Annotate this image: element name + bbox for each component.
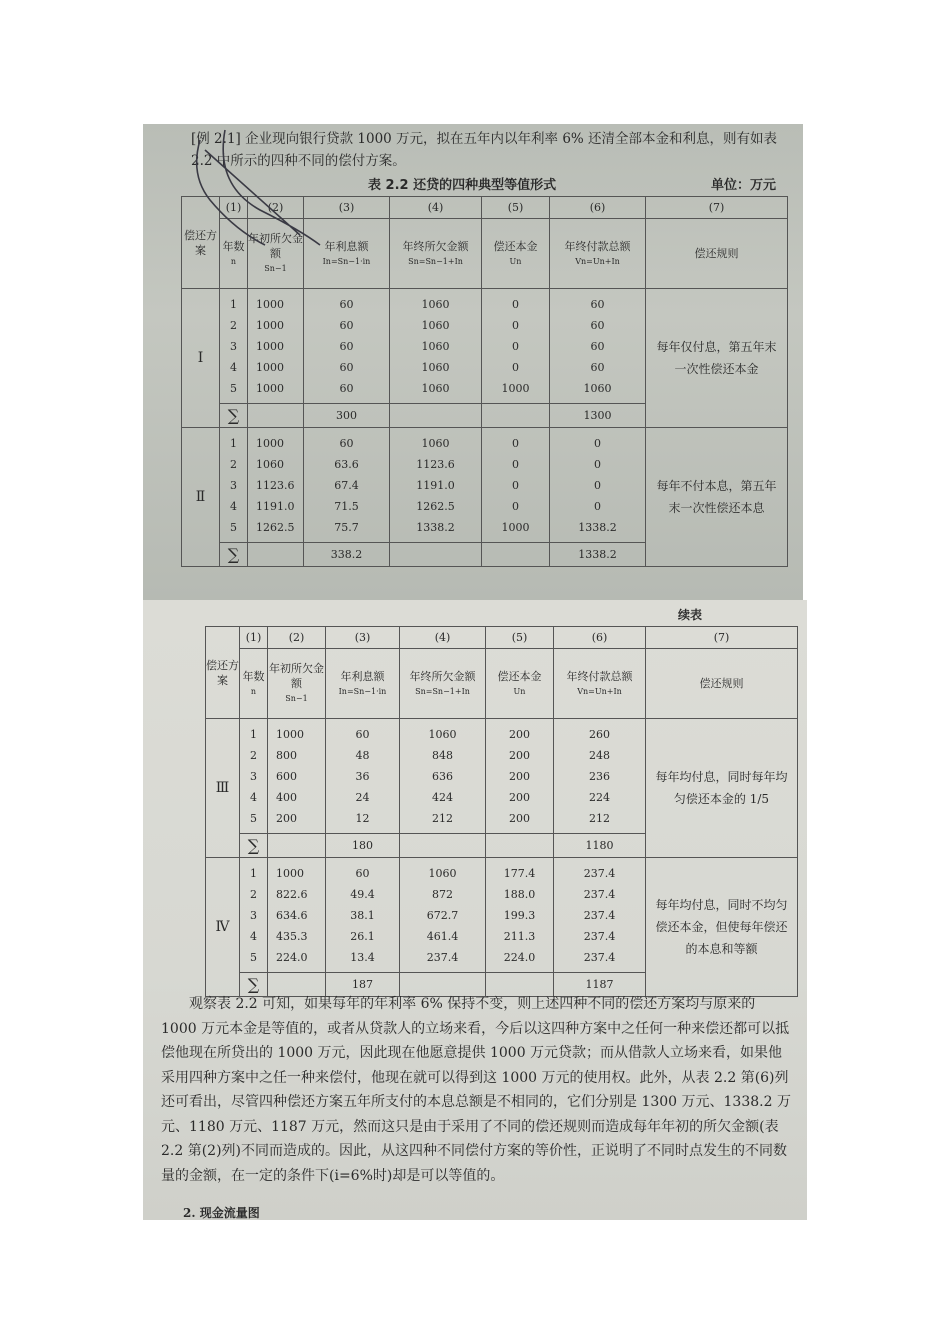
cell-value: 5 (230, 381, 237, 395)
cell-value: 0 (512, 436, 519, 450)
cell-value: 400 (276, 790, 297, 804)
cell-value: 800 (276, 748, 297, 762)
cell-value: 1 (230, 297, 237, 311)
cell-value: 1338.2 (578, 520, 617, 534)
cell-value: 26.1 (350, 929, 375, 943)
repayment-rule: 每年不付本息，第五年末一次性偿还本息 (646, 428, 788, 567)
cell-value: 3 (250, 769, 257, 783)
cell-value: 1 (250, 866, 257, 880)
cell-value: 461.4 (426, 929, 459, 943)
cell-value: 63.6 (334, 457, 359, 471)
col-num-4b: (4) (400, 627, 486, 649)
col-num-6: (6) (550, 197, 646, 219)
start-balance-column (268, 858, 326, 973)
cell-value: 435.3 (276, 929, 308, 943)
end-balance-column (390, 428, 482, 543)
sum-empty (482, 543, 550, 567)
cell-value: 60 (339, 297, 354, 311)
col-head-5b: 偿还本金 Un (486, 649, 554, 719)
cell-value: 1060 (583, 381, 612, 395)
cell-value: 211.3 (503, 929, 536, 943)
cell-value: 0 (594, 478, 601, 492)
cell-value: 60 (590, 360, 605, 374)
cell-value: 200 (509, 811, 530, 825)
scheme-header: 偿还方案 (182, 197, 220, 289)
interest-column (326, 858, 400, 973)
col-head-5: 偿还本金 Un (482, 219, 550, 289)
cell-value: 1000 (501, 381, 530, 395)
sum-empty (248, 404, 304, 428)
next-section-heading: 2. 现金流量图 (183, 1206, 260, 1220)
example-intro (191, 128, 791, 172)
payment-column (550, 289, 646, 404)
years-column (220, 289, 248, 404)
cell-value: 5 (250, 811, 257, 825)
sum-interest: 187 (326, 973, 400, 997)
cell-value: 0 (512, 478, 519, 492)
cell-value: 177.4 (503, 866, 536, 880)
cell-value: 1060 (428, 727, 457, 741)
sum-empty (482, 404, 550, 428)
sum-empty (390, 543, 482, 567)
cell-value: 1262.5 (416, 499, 455, 513)
repayment-table-part2 (205, 626, 798, 997)
cell-value: 60 (339, 360, 354, 374)
principal-column (482, 289, 550, 404)
example-text: 企业现向银行贷款 1000 万元，拟在五年内以年利率 6% 还清全部本金和利息，则有如表 2.2 中所示的四种不同的偿付方案。 (191, 131, 778, 169)
col-num-5: (5) (482, 197, 550, 219)
cell-value: 67.4 (334, 478, 359, 492)
cell-value: 600 (276, 769, 297, 783)
sum-interest: 300 (304, 404, 390, 428)
cell-value: 1000 (276, 727, 304, 741)
col-num-7: (7) (646, 197, 788, 219)
cell-value: 2 (230, 318, 237, 332)
scheme-block (182, 428, 788, 567)
cell-value: 1060 (421, 381, 450, 395)
cell-value: 2 (230, 457, 237, 471)
cell-value: 0 (512, 318, 519, 332)
cell-value: 1060 (421, 360, 450, 374)
scheme-name: Ⅲ (206, 719, 240, 858)
col-num-3b: (3) (326, 627, 400, 649)
cell-value: 224 (589, 790, 610, 804)
interest-column (304, 428, 390, 543)
cell-value: 236 (589, 769, 610, 783)
cell-value: 60 (339, 339, 354, 353)
principal-column (486, 858, 554, 973)
sum-empty (400, 834, 486, 858)
sum-empty (248, 543, 304, 567)
cell-value: 0 (594, 499, 601, 513)
cell-value: 872 (432, 887, 453, 901)
sum-payment: 1338.2 (550, 543, 646, 567)
cell-value: 212 (589, 811, 610, 825)
cell-value: 1060 (256, 457, 284, 471)
sum-payment: 1300 (550, 404, 646, 428)
cell-value: 1 (250, 727, 257, 741)
col-head-6b: 年终付款总额 Vn=Un+In (554, 649, 646, 719)
payment-column (554, 719, 646, 834)
cell-value: 1262.5 (256, 520, 295, 534)
cell-value: 3 (250, 908, 257, 922)
cell-value: 60 (355, 727, 370, 741)
cell-value: 60 (590, 297, 605, 311)
cell-value: 4 (230, 360, 237, 374)
cell-value: 634.6 (276, 908, 308, 922)
cell-value: 1191.0 (416, 478, 455, 492)
interest-column (304, 289, 390, 404)
cell-value: 1000 (256, 318, 284, 332)
cell-value: 1000 (501, 520, 530, 534)
col-num-1: (1) (220, 197, 248, 219)
col-num-1b: (1) (240, 627, 268, 649)
cell-value: 60 (590, 318, 605, 332)
cell-value: 60 (339, 436, 354, 450)
cell-value: 1191.0 (256, 499, 295, 513)
cell-value: 0 (512, 499, 519, 513)
sum-symbol: ∑ (220, 543, 248, 567)
payment-column (550, 428, 646, 543)
cell-value: 71.5 (334, 499, 359, 513)
col-head-3: 年利息额 In=Sn−1·in (304, 219, 390, 289)
cell-value: 0 (512, 457, 519, 471)
cell-value: 224.0 (503, 950, 536, 964)
cell-value: 1000 (256, 436, 284, 450)
cell-value: 13.4 (350, 950, 375, 964)
cell-value: 248 (589, 748, 610, 762)
cell-value: 1123.6 (256, 478, 295, 492)
col-num-4: (4) (390, 197, 482, 219)
col-num-3: (3) (304, 197, 390, 219)
cell-value: 1123.6 (416, 457, 455, 471)
repayment-table-part1 (181, 196, 788, 567)
cell-value: 237.4 (426, 950, 459, 964)
cell-value: 60 (355, 866, 370, 880)
sum-empty (268, 834, 326, 858)
cell-value: 200 (509, 748, 530, 762)
table-title: 表 2.2 还贷的四种典型等值形式 (368, 178, 557, 193)
cell-value: 237.4 (583, 908, 616, 922)
cell-value: 237.4 (583, 950, 616, 964)
start-balance-column (268, 719, 326, 834)
cell-value: 5 (230, 520, 237, 534)
cell-value: 260 (589, 727, 610, 741)
cell-value: 0 (512, 360, 519, 374)
cell-value: 848 (432, 748, 453, 762)
cell-value: 38.1 (350, 908, 375, 922)
cell-value: 636 (432, 769, 453, 783)
col-num-5b: (5) (486, 627, 554, 649)
scheme-name: Ⅱ (182, 428, 220, 567)
cell-value: 1000 (256, 381, 284, 395)
sum-interest: 180 (326, 834, 400, 858)
body-paragraph: 观察表 2.2 可知，如果每年的年利率 6% 保持不变，则上述四种不同的偿还方案均与原来的 1000 万元本金是等值的，或者从贷款人的立场来看，今后以这四种方案中之任何一种来偿还都可以抵偿他现在所贷出的 1000 万元，因此现在他愿意提供 1000 万元贷款；而从借款人立场来看，如果他采用四种方案中之任一种来偿付，他现在就可以得到这 1000 万元的使用权。此外，从表 2.2 第(6)列还可看出，尽管四种偿还方案五年所支付的本息总额是不相同的，它们分别是 1300 万元、1338.2 万元、1180 万元、1187 万元，然而这只是由于采用了不同的偿还规则而造成每年年初的所欠金额(表 2.2 第(2)列)不同而造成的。因此，从这四种不同偿付方案的等价性，正说明了不同时点发生的不同数量的金额，在一定的条件下(i=6%时)却是可以等值的。 (161, 996, 791, 1184)
page-photo-bottom (143, 600, 807, 1220)
start-balance-column (248, 428, 304, 543)
cell-value: 1060 (421, 297, 450, 311)
cell-value: 200 (509, 727, 530, 741)
cell-value: 1060 (421, 436, 450, 450)
repayment-rule: 每年均付息，同时每年均匀偿还本金的 1/5 (646, 719, 798, 858)
scheme-name: Ⅰ (182, 289, 220, 428)
col-head-7b: 偿还规则 (646, 649, 798, 719)
col-head-1b: 年数 n (240, 649, 268, 719)
cell-value: 0 (594, 436, 601, 450)
continued-label: 续表 (678, 608, 703, 622)
col-num-2b: (2) (268, 627, 326, 649)
repayment-rule: 每年仅付息，第五年末一次性偿还本金 (646, 289, 788, 428)
col-head-2: 年初所欠金额 Sn−1 (248, 219, 304, 289)
cell-value: 200 (509, 790, 530, 804)
cell-value: 822.6 (276, 887, 308, 901)
cell-value: 0 (512, 297, 519, 311)
cell-value: 424 (432, 790, 453, 804)
cell-value: 5 (250, 950, 257, 964)
sum-empty (390, 404, 482, 428)
cell-value: 3 (230, 478, 237, 492)
payment-column (554, 858, 646, 973)
cell-value: 1 (230, 436, 237, 450)
page-photo-top (143, 124, 803, 602)
cell-value: 75.7 (334, 520, 359, 534)
end-balance-column (400, 719, 486, 834)
col-num-6b: (6) (554, 627, 646, 649)
sum-interest: 338.2 (304, 543, 390, 567)
cell-value: 1060 (428, 866, 457, 880)
col-head-7: 偿还规则 (646, 219, 788, 289)
sum-payment: 1187 (554, 973, 646, 997)
col-head-4b: 年终所欠金额 Sn=Sn−1+In (400, 649, 486, 719)
sum-payment: 1180 (554, 834, 646, 858)
col-num-2: (2) (248, 197, 304, 219)
principal-column (482, 428, 550, 543)
cell-value: 4 (230, 499, 237, 513)
cell-value: 1000 (256, 297, 284, 311)
cell-value: 0 (512, 339, 519, 353)
principal-column (486, 719, 554, 834)
scheme-block (206, 719, 798, 858)
cell-value: 4 (250, 790, 257, 804)
sum-empty (486, 834, 554, 858)
cell-value: 1060 (421, 318, 450, 332)
cell-value: 4 (250, 929, 257, 943)
cell-value: 1338.2 (416, 520, 455, 534)
col-head-4: 年终所欠金额 Sn=Sn−1+In (390, 219, 482, 289)
cell-value: 672.7 (426, 908, 459, 922)
cell-value: 224.0 (276, 950, 308, 964)
sum-symbol: ∑ (240, 973, 268, 997)
scheme-block (206, 858, 798, 997)
sum-symbol: ∑ (220, 404, 248, 428)
col-head-1: 年数 n (220, 219, 248, 289)
cell-value: 60 (590, 339, 605, 353)
start-balance-column (248, 289, 304, 404)
scheme-name: Ⅳ (206, 858, 240, 997)
cell-value: 48 (355, 748, 370, 762)
cell-value: 188.0 (503, 887, 536, 901)
cell-value: 2 (250, 748, 257, 762)
years-column (220, 428, 248, 543)
cell-value: 36 (355, 769, 370, 783)
cell-value: 1000 (256, 339, 284, 353)
years-column (240, 858, 268, 973)
cell-value: 1000 (276, 866, 304, 880)
cell-value: 49.4 (350, 887, 375, 901)
interest-column (326, 719, 400, 834)
cell-value: 200 (509, 769, 530, 783)
cell-value: 1000 (256, 360, 284, 374)
end-balance-column (390, 289, 482, 404)
scheme-block (182, 289, 788, 428)
cell-value: 200 (276, 811, 297, 825)
col-head-6: 年终付款总额 Vn=Un+In (550, 219, 646, 289)
cell-value: 237.4 (583, 887, 616, 901)
end-balance-column (400, 858, 486, 973)
cell-value: 3 (230, 339, 237, 353)
cell-value: 60 (339, 381, 354, 395)
col-num-7b: (7) (646, 627, 798, 649)
cell-value: 212 (432, 811, 453, 825)
col-head-2b: 年初所欠金额 Sn−1 (268, 649, 326, 719)
col-head-3b: 年利息额 In=Sn−1·in (326, 649, 400, 719)
cell-value: 237.4 (583, 929, 616, 943)
example-label: [例 2.1] (191, 131, 241, 147)
cell-value: 237.4 (583, 866, 616, 880)
repayment-rule: 每年均付息，同时不均匀偿还本金，但使每年偿还的本息和等额 (646, 858, 798, 997)
years-column (240, 719, 268, 834)
cell-value: 0 (594, 457, 601, 471)
cell-value: 2 (250, 887, 257, 901)
cell-value: 60 (339, 318, 354, 332)
cell-value: 24 (355, 790, 370, 804)
scheme-header-2: 偿还方案 (206, 627, 240, 719)
cell-value: 1060 (421, 339, 450, 353)
cell-value: 12 (355, 811, 370, 825)
table-unit: 单位：万元 (711, 178, 777, 193)
sum-symbol: ∑ (240, 834, 268, 858)
cell-value: 199.3 (503, 908, 536, 922)
